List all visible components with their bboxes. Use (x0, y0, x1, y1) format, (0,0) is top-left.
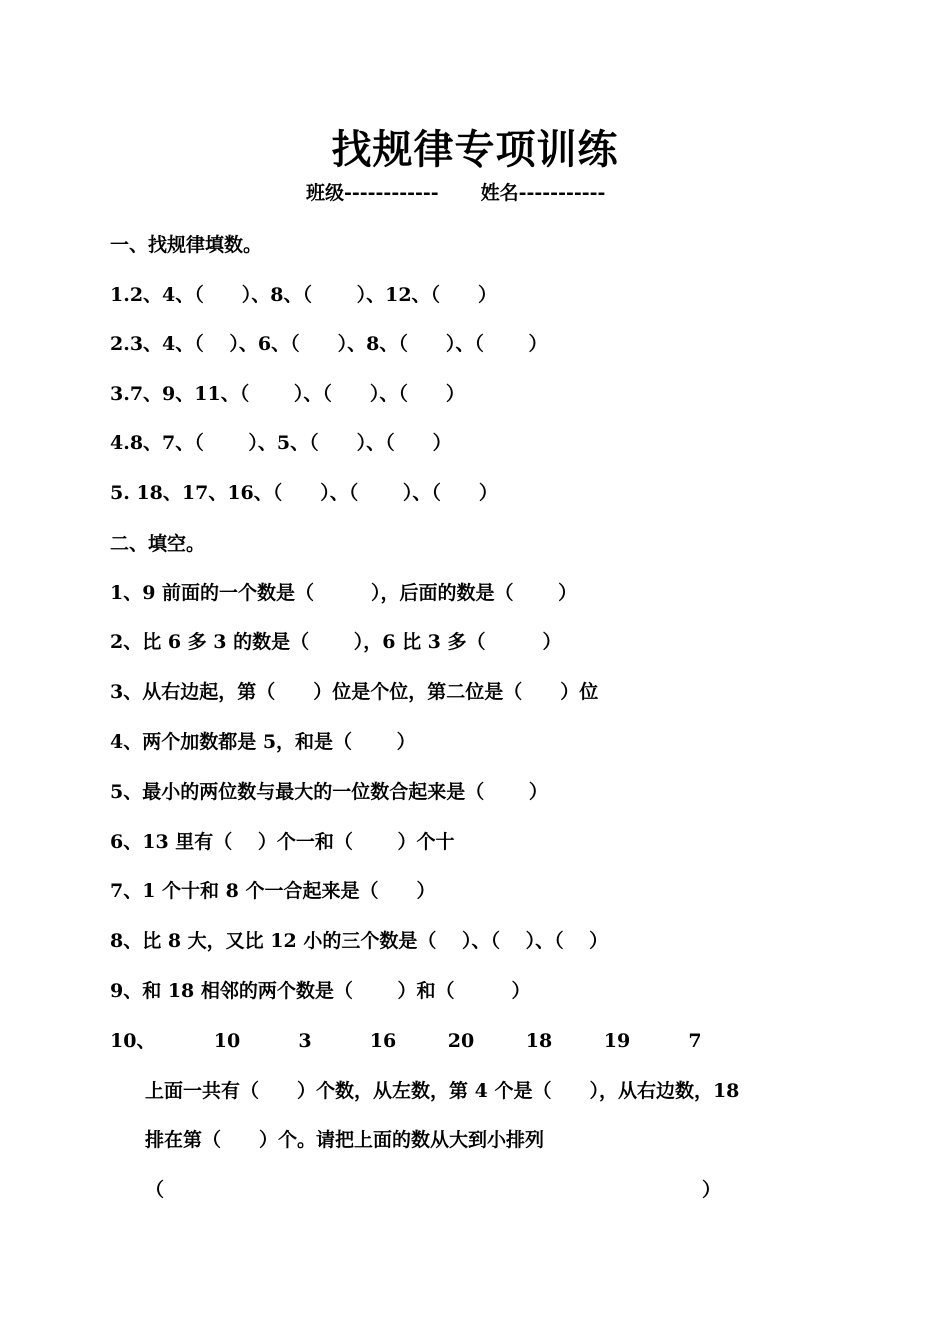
number-cell: 10 (213, 1030, 241, 1052)
name-field-label: 姓名----------- (480, 182, 606, 204)
number-cell: 16 (369, 1030, 397, 1052)
answer-bracket-close: ） (702, 1179, 722, 1201)
section1-item-5: 5. 18、17、16、（ ）、（ ）、（ ） (110, 482, 498, 504)
section2-item-10-question-1: 上面一共有（ ）个数，从左数，第 4 个是（ ），从右边数，18 (145, 1080, 740, 1102)
section1-item-1: 1.2、4、（ ）、8、（ ）、12、（ ） (110, 284, 498, 306)
number-cell: 7 (688, 1030, 702, 1052)
section2-item-3: 3、从右边起，第（ ）位是个位，第二位是（ ）位 (110, 681, 599, 703)
page-title: 找规律专项训练 (331, 126, 619, 173)
section2-item-9: 9、和 18 相邻的两个数是（ ）和（ ） (110, 980, 531, 1002)
section1-heading: 一、找规律填数。 (110, 234, 263, 256)
number-cell: 3 (298, 1030, 312, 1052)
section2-item-1: 1、9 前面的一个数是（ ），后面的数是（ ） (110, 582, 578, 604)
section1-item-4: 4.8、7、（ ）、5、（ ）、（ ） (110, 432, 452, 454)
section2-item-6: 6、13 里有（ ）个一和（ ）个十 (110, 831, 455, 853)
section2-item-4: 4、两个加数都是 5，和是（ ） (110, 731, 416, 753)
number-cell: 20 (447, 1030, 475, 1052)
section2-item-7: 7、1 个十和 8 个一合起来是（ ） (110, 880, 436, 902)
item-10-label: 10、 (110, 1030, 156, 1052)
answer-bracket-open: （ (145, 1179, 165, 1201)
student-info (306, 178, 605, 205)
section2-item-5: 5、最小的两位数与最大的一位数合起来是（ ） (110, 781, 548, 803)
number-cell: 18 (525, 1030, 553, 1052)
section2-item-10-question-2: 排在第（ ）个。请把上面的数从大到小排列 (145, 1129, 545, 1151)
section2-item-8: 8、比 8 大，又比 12 小的三个数是（ ）、（ ）、（ ） (110, 930, 609, 952)
section2-item-2: 2、比 6 多 3 的数是（ ），6 比 3 多（ ） (110, 631, 562, 653)
section1-item-3: 3.7、9、11、（ ）、（ ）、（ ） (110, 383, 465, 405)
section1-item-2: 2.3、4、（ ）、6、（ ）、8、（ ）、（ ） (110, 333, 548, 355)
class-field-label: 班级------------ (306, 182, 439, 204)
section2-item-10-numbers (110, 1026, 734, 1053)
number-cell: 19 (603, 1030, 631, 1052)
section2-heading: 二、填空。 (110, 533, 206, 555)
